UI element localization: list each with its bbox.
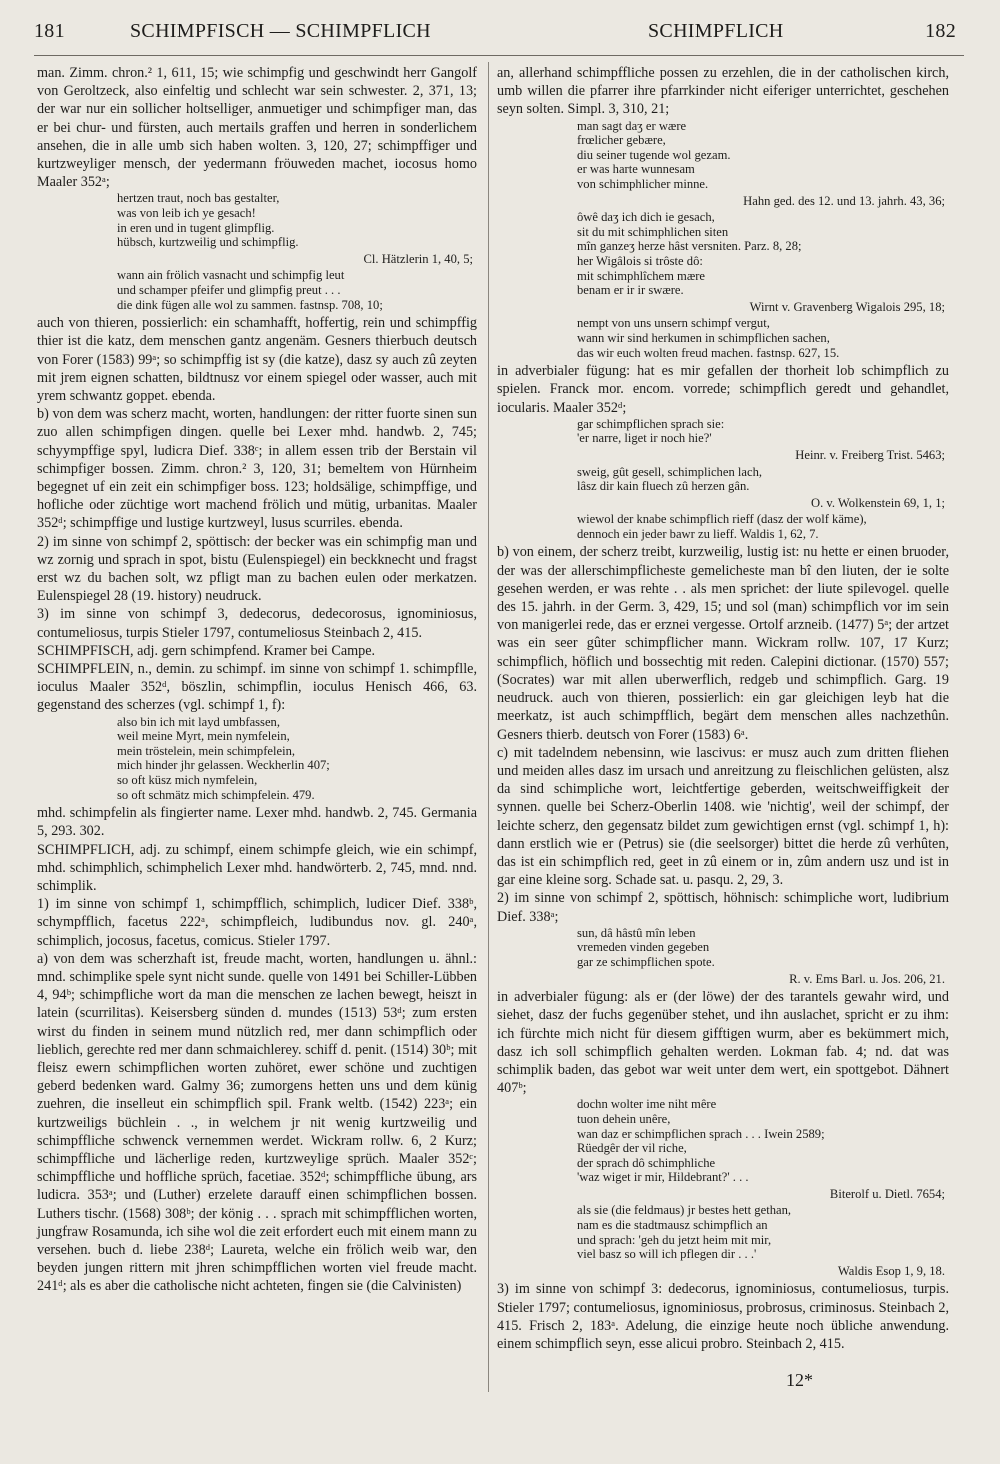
entry-paragraph: 3) im sinne von schimpf 3, dedecorus, dedecorosus, ignominiosus, contumeliosus, turpis Stieler 1797, contumeliosus Steinbach 2, 415. <box>37 606 477 641</box>
entry-paragraph: auch von thieren, possierlich: ein schamhafft, hoffertig, rein und schimpffig thier ist die katz, dem menschen gantz angenäm. Gesners thierbuch deutsch von Forer (1583) 99ᵃ; so schimpffig ist sy (die katze), dasz sy auch zû zeyten mit jrem eignen schatten, bildtnusz vor einem spiegel oder wasser, auch mit yrem schwantz goppet. ebenda. <box>37 315 477 404</box>
source-citation: Cl. Hätzlerin 1, 40, 5; <box>363 251 473 266</box>
column-divider <box>488 62 489 1392</box>
source-citation: Wirnt v. Gravenberg Wigalois 295, 18; <box>749 299 945 314</box>
entry-paragraph: in adverbialer fügung: als er (der löwe) der des tarantels gewahr wird, und siehet, dasz der fuchs gegenüber stehet, und ihn auslachet, spricht er zu ihm: ich fürchte mich nicht für diesem gifftigen wurm, aber es bekümmert mich, dasz ich soll schimpflich gehalten werden. Lokman fab. 4; nd. dat was schimplik baden, das gebot war weit unter dem wert, ein spottgebot. Dähnert 407ᵇ; <box>497 989 949 1097</box>
verse-quotation: sun, dâ hâstû mîn leben vremeden vinden gegeben gar ze schimpflichen spote. <box>577 925 715 969</box>
header-rule <box>34 55 964 56</box>
verse-quotation: ôwê daʒ ich dich ie gesach, sit du mit schimphlichen siten mîn ganzeʒ herze hâst versniten. Parz. 8, 28; her Wigâlois si trôste dô: mit schimphlîchem mære benam er ir ir swære. <box>577 210 802 298</box>
source-citation: Biterolf u. Dietl. 7654; <box>829 1186 945 1201</box>
right-column-header <box>500 20 956 50</box>
entry-paragraph: mhd. schimpfelin als fingierter name. Lexer mhd. handwb. 2, 745. Germania 5, 293. 302. <box>37 805 477 840</box>
verse-quotation: also bin ich mit layd umbfassen, weil meine Myrt, mein nymfelein, mein tröstelein, mein schimpfelein, mich hinder jhr gelassen. Weckherlin 407; so oft küsz mich nymfelein, so oft schmätz mich schimpfelein. 479. <box>117 714 330 802</box>
entry-paragraph: 1) im sinne von schimpf 1, schimpfflich, schimplich, ludicer Dief. 338ᵇ, schympfflich, facetus 222ᵃ, schimpfleich, ludibundus nov. gl. 240ᵃ, schimplich, jocosus, facetus, comicus. Stieler 1797. <box>37 896 477 949</box>
verse-quotation: gar schimpflichen sprach sie: 'er narre, liget ir noch hie?' <box>577 416 725 446</box>
source-citation: Hahn ged. des 12. und 13. jahrh. 43, 36; <box>743 193 945 208</box>
entry-paragraph: a) von dem was scherzhaft ist, freude macht, worten, handlungen u. ähnl.: mnd. schimplike spele synt nicht sunde. quelle von 1491 bei Schiller-Lübben 4, 94ᵇ; schimpfliche wort da man die menschen ze lachen bewegt, heiszt in latein (scurrilitas). Keisersberg sünden d. mundes (1513) 53ᵈ; zum ersten wirst du finden in seinem mund nützlich red, mer dann schimpflich oder lieblich, gerechte red mer dann schmaichlerey. schiff d. penit. (1514) 30ᵇ; mit fleisz ewern schimpflichen worten zuhöret, ewer schöne und zuchtigen geberd bedenken ward. Galmy 36; zumorgens hetten uns und dem künig zuehren, die inselleut ein schimpflich spil. Frank weltb. (1542) 223ᵃ; ein kurtzweiligs büchlein . ., in welchem jr nit wenig kurtzweilig und schimpffliche schwenck vernemmen werdet. Wickram rollw. 6, 2 Kurz; schimpffliche und lächerlige reden, kurtzweylige sprüch. Maaler 352ᶜ; schimpffliche und hoffliche sprüch, facetiae. 352ᵈ; schimpffliche übung, ars ludicra. 353ᵃ; und (Luther) erzelete darauff einen schimpflichen bossen. Luthers tischr. (1568) 308ᵇ; der könig . . . sprach mit schimpfflichen worten, jungfraw Rosamunda, ich sihe wol die zeit erfordert euch mit einem mann zu versehen. buch d. liebe 238ᵈ; Laureta, welche ein frölich weib war, den beyden jungen rittern mit jhren schimpfflichen worten viel freude macht. 241ᵈ; als es aber die catholische nicht achteten, fingen sie (die Calvinisten) <box>37 950 477 1295</box>
signature-mark: 12* <box>786 1370 813 1390</box>
entry-paragraph: 2) im sinne von schimpf 2, spöttisch: der becker was ein schimpfig man und wz zornig und sprach in spot, bistu (Eulenspiegel) ein beckknecht und fragst erst wz du bachen solt, wz pfligt man zu bachen eulen oder merkatzen. Eulenspiegel 28 (19. history) neudruck. <box>37 533 477 605</box>
left-column <box>37 64 477 1296</box>
entry-paragraph: b) von dem was scherz macht, worten, handlungen: der ritter fuorte sinen sun zuo allen schimpfigen dingen. quelle bei Lexer mhd. handwb. 2, 745; schyympffige spyl, ludicra Dief. 338ᶜ; in allem essen trib der Berstain vil schimpfiger bossen. Zimm. chron.² 3, 120, 31; bemeltem von Hürnheim begegnet uf ein zeit ein schimpfiger boss. 123; holdsälige, schimpffige, und hofliche oder züchtige wort machend frölich und mütig, urbanitas. Maaler 352ᵈ; schimpffige und lustige kurtzweyl, lusus scurriles. ebenda. <box>37 406 477 532</box>
source-citation: O. v. Wolkenstein 69, 1, 1; <box>810 495 945 510</box>
source-citation: Heinr. v. Freiberg Trist. 5463; <box>795 447 945 462</box>
entry-paragraph: c) mit tadelndem nebensinn, wie lascivus: er musz auch zum dritten fliehen und meiden alles dasz im ursach und anreitzung zu fleischlichen gelüsten, alsz da sind schimpliche wort, leichtfertige geberden, weitschweiffigkeit der synnen. quelle bei Scherz-Oberlin 1408. wie 'nichtig', weil der schimpf, der leichte scherz, den gegensatz bildet zum gewichtigen ernst (vgl. schimpf 1, h): dann erstlich wie er (Petrus) sie (die seelsorger) bittet die herde zû verhûten, das ist ein schimpflich red, geet in zû einem or in, zûm andern usz und ist in gar eine kleine sorg. Schade sat. u. pasqu. 2, 29, 3. <box>497 744 949 889</box>
verse-quotation: dochn wolter ime niht mêre tuon dehein unêre, wan daz er schimpflichen sprach . . . Iwein 2589; Rüedgêr der vil riche, der sprach dô schimphliche 'waz wiget ir mir, Hildebrant?' . . . <box>577 1097 825 1185</box>
verse-quotation: sweig, gût gesell, schimplichen lach, lâsz dir kain fluech zû herzen gân. <box>577 464 763 494</box>
right-column <box>497 64 949 1353</box>
left-running-head: SCHIMPFISCH — SCHIMPFLICH <box>130 20 431 42</box>
entry-paragraph: SCHIMPFISCH, adj. gern schimpfend. Kramer bei Campe. <box>37 642 376 659</box>
source-citation: R. v. Ems Barl. u. Jos. 206, 21. <box>789 971 945 986</box>
entry-paragraph: 2) im sinne von schimpf 2, spöttisch, höhnisch: schimpliche wort, ludibrium Dief. 338ᵃ; <box>497 890 949 925</box>
entry-paragraph: 3) im sinne von schimpf 3: dedecorus, ignominiosus, contumeliosus, turpis. Stieler 1797; contumeliosus, ignominiosus, probrosus, criminosus. Steinbach 2, 415. Frisch 2, 183ᵃ. Adelung, die einzige heute noch übliche anwendung. einem schimpflich seyn, esse alicui probro. Steinbach 2, 415. <box>497 1281 949 1353</box>
entry-paragraph: an, allerhand schimpffliche possen zu erzehlen, die in der catholischen kirch, umb willen die pfarrer ihre pfarrkinder nicht eiferiger unterrichtet, geschehen seyn solten. Simpl. 3, 310, 21; <box>497 65 949 118</box>
entry-paragraph: SCHIMPFLEIN, n., demin. zu schimpf. im sinne von schimpf 1. schimpflle, ioculus Maaler 352ᵈ, böszlin, schimpflin, ioculus Henisch 466, 63. gegenstand des scherzes (vgl. schimpf 1, f): <box>37 661 477 714</box>
verse-quotation: hertzen traut, noch bas gestalter, was von leib ich ye gesach! in eren und in tugent glimpflig. hübsch, kurtzweilig und schimpflig. <box>117 191 299 250</box>
verse-quotation: wiewol der knabe schimpflich rieff (dasz der wolf käme), dennoch ein jeder bawr zu lieff. Waldis 1, 62, 7. <box>577 512 867 541</box>
left-column-header <box>34 20 474 50</box>
verse-quotation: wann ain frölich vasnacht und schimpfig leut und schamper pfeifer und glimpfig preut . . . die dink fügen alle wol zu sammen. fastnsp. 708, 10; <box>117 268 383 312</box>
right-running-head: SCHIMPFLICH <box>648 20 784 42</box>
verse-quotation: nempt von uns unsern schimpf vergut, wann wir sind herkumen in schimpflichen sachen, das wir euch wolten freud machen. fastnsp. 627, 15. <box>577 316 840 360</box>
entry-paragraph: man. Zimm. chron.² 1, 611, 15; wie schimpfig und geschwindt herr Gangolf von Geroltzeck, also einfeltig und schlecht war sein schwester. 2, 371, 13; der war nur ein sollicher holtselliger, anmuetiger und schimpfiger man, das er bei chur- und fürsten, auch mertails graffen und herren in sonderlichem ansehen, die in alle umb sich haben wolten. 3, 120, 27; schimpffiger und kurtzweyliger mensch, der yedermann fröuweden machet, iocosus homo Maaler 352ᵃ; <box>37 65 477 191</box>
verse-quotation: man sagt daʒ er wære frœlicher gebære, diu seiner tugende wol gezam. er was harte wunnesam von schimphlicher minne. <box>577 118 731 191</box>
verse-quotation: als sie (die feldmaus) jr bestes hett gethan, nam es die stadtmausz schimpflich an und sprach: 'geh du jetzt heim mit mir, viel basz so will ich pflegen dir . . .' <box>577 1203 792 1262</box>
entry-paragraph: b) von einem, der scherz treibt, kurzweilig, lustig ist: nu hette er einen bruoder, der was der allerschimpflicheste gemelicheste man bî den liuten, der ie solte gesehen werden, er was rehte . . als men sprichet: der liute spilevogel. quelle des 15. jahrh. in der Germ. 3, 429, 15; und sol (man) schimpflich vor im sein von manigerlei rede, das er erznei vergesse. Ortolf arzneib. (1477) 5ᵃ; der artzet was ein seer gûter schimpflicher mann. Wickram rollw. 107, 17 Kurz; schimpflich, höflich und bossechtig mit reden. Calepini dictionar. (1570) 557; (Socrates) war mit allen uberwerflich, redgeb und schimpflich. Garg. 19 neudruck. auch von thieren, possierlich: ein gar gleichigen leyb hat die meerkatz, ist auch schimpfflich, begärt dem menschen alles nachzethûn. Gesners thierb. deutsch von Forer (1583) 6ᵃ. <box>497 544 949 743</box>
right-column-number: 182 <box>925 20 956 42</box>
entry-paragraph: in adverbialer fügung: hat es mir gefallen der thorheit lob schimpflich zu spielen. Franck mor. encom. vorrede; schimpflich geredt und gehandlet, iocularis. Maaler 352ᵈ; <box>497 363 949 416</box>
entry-paragraph: SCHIMPFLICH, adj. zu schimpf, einem schimpfe gleich, wie ein schimpf, mhd. schimphlich, schimphelich Lexer mhd. handwörterb. 2, 745, mnd. nnd. schimplik. <box>37 841 477 895</box>
left-column-number: 181 <box>34 20 65 42</box>
source-citation: Waldis Esop 1, 9, 18. <box>837 1263 945 1278</box>
